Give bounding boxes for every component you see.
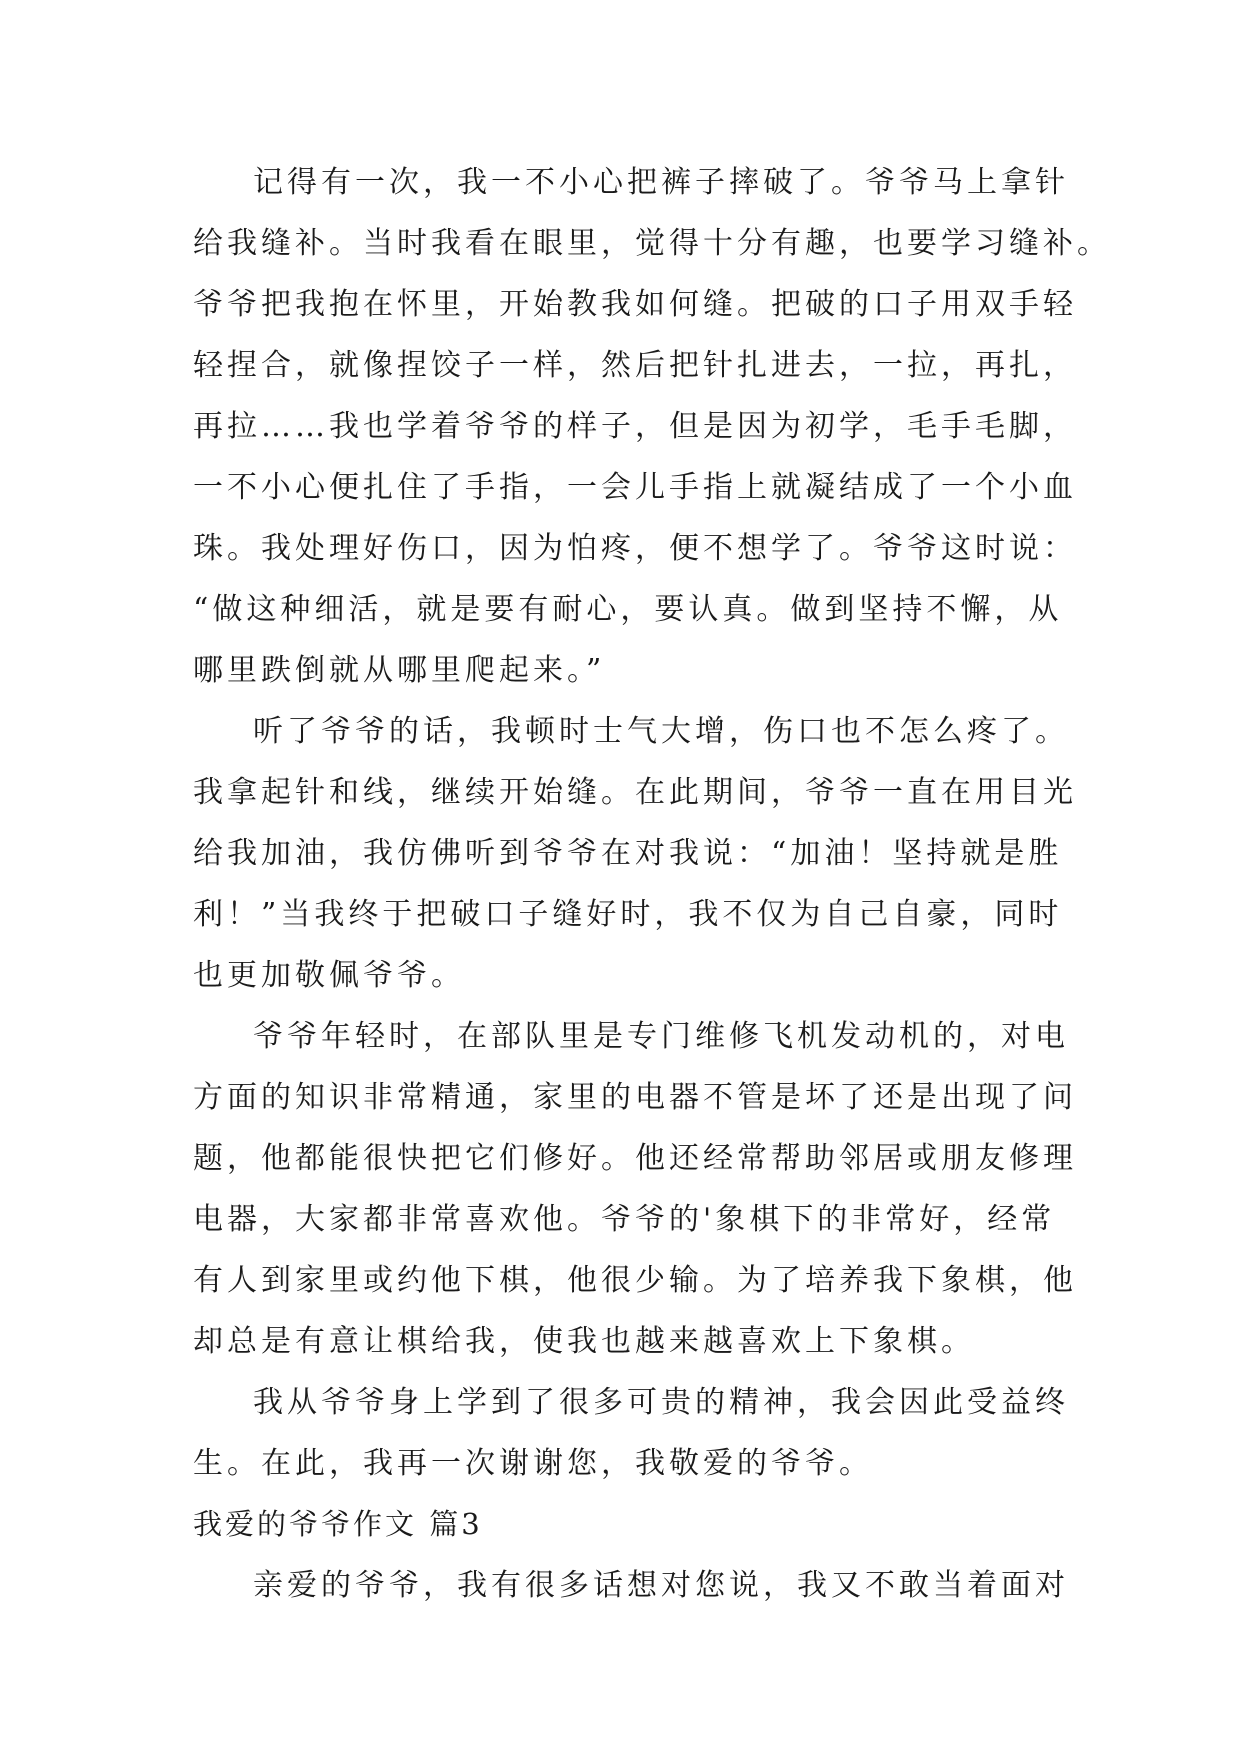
text-line: 有人到家里或约他下棋，他很少输。为了培养我下象棋，他 [193, 1263, 1077, 1298]
text-line: 亲爱的爷爷，我有很多话想对您说，我又不敢当着面对 [253, 1568, 1069, 1603]
text-line: 题，他都能很快把它们修好。他还经常帮助邻居或朋友修理 [193, 1141, 1077, 1176]
text-line: 方面的知识非常精通，家里的电器不管是坏了还是出现了问 [193, 1080, 1077, 1115]
text-line: 利！”当我终于把破口子缝好时，我不仅为自己自豪，同时 [193, 897, 1063, 932]
text-line: 也更加敬佩爷爷。 [193, 958, 465, 993]
text-line: 哪里跌倒就从哪里爬起来。” [193, 653, 606, 688]
section-heading: 我爱的爷爷作文 篇3 [193, 1507, 483, 1541]
text-line: 我拿起针和线，继续开始缝。在此期间，爷爷一直在用目光 [193, 775, 1077, 810]
text-line: 珠。我处理好伤口，因为怕疼，便不想学了。爷爷这时说： [193, 531, 1077, 566]
text-line: 一不小心便扎住了手指，一会儿手指上就凝结成了一个小血 [193, 470, 1077, 505]
text-line: 记得有一次，我一不小心把裤子摔破了。爷爷马上拿针 [253, 165, 1069, 200]
text-line: “做这种细活，就是要有耐心，要认真。做到坚持不懈，从 [193, 592, 1063, 627]
text-line: 给我加油，我仿佛听到爷爷在对我说：“加油！坚持就是胜 [193, 836, 1063, 871]
essay-body [193, 152, 1111, 1616]
text-line: 电器，大家都非常喜欢他。爷爷的'象棋下的非常好，经常 [193, 1202, 1056, 1237]
text-line: 生。在此，我再一次谢谢您，我敬爱的爷爷。 [193, 1446, 873, 1481]
text-line: 轻捏合，就像捏饺子一样，然后把针扎进去，一拉，再扎， [193, 348, 1077, 383]
text-line: 爷爷年轻时，在部队里是专门维修飞机发动机的，对电 [253, 1019, 1069, 1054]
text-line: 我从爷爷身上学到了很多可贵的精神，我会因此受益终 [253, 1385, 1069, 1420]
text-line: 却总是有意让棋给我，使我也越来越喜欢上下象棋。 [193, 1324, 975, 1359]
text-line: 听了爷爷的话，我顿时士气大增，伤口也不怎么疼了。 [253, 714, 1069, 749]
text-line: 爷爷把我抱在怀里，开始教我如何缝。把破的口子用双手轻 [193, 287, 1077, 322]
text-line: 给我缝补。当时我看在眼里，觉得十分有趣，也要学习缝补。 [193, 226, 1111, 261]
text-line: 再拉……我也学着爷爷的样子，但是因为初学，毛手毛脚， [193, 409, 1077, 444]
